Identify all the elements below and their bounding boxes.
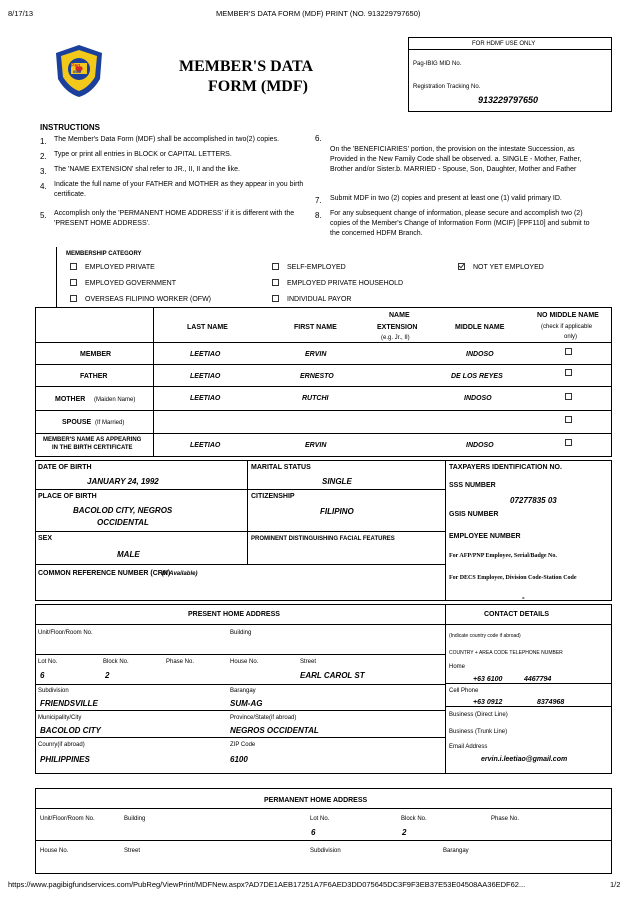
form-title-line1: MEMBER'S DATA [179,58,314,75]
hdmf-heading: FOR HDMF USE ONLY [472,41,536,47]
sex-label: SEX [38,535,53,542]
dash: - [522,593,525,602]
mother-last-name: LEETIAO [190,395,221,402]
footer-url[interactable]: https://www.pagibigfundservices.com/PubReg/ViewPrint/MDFNew.aspx?AD7DE1AEB17251A7F6AED3DD075645DC3F9F3EB37E53E04508AA36EDF62... [8,880,526,889]
employee-label: EMPLOYEE NUMBER [449,533,521,540]
present-country: PHILIPPINES [40,755,90,764]
father-last-name: LEETIAO [190,373,221,380]
row-member-label: MEMBER [80,351,112,358]
instruction-5: Accomplish only the 'PERMANENT HOME ADDRESS' if it is different with the 'PRESENT HOME ADDRESS'. [54,210,295,227]
col-last-name: LAST NAME [187,324,228,331]
row-father-label: FATHER [80,373,108,380]
rtn-label: Registration Tracking No. [413,84,481,90]
instruction-8: For any subsequent change of information, please secure and accomplish two (2) copies of the Member's Change of Information Form (MCIF) [FPF110] and submit to the concerned HDFM Branch. [330,210,590,237]
crn-label: COMMON REFERENCE NUMBER (CRN) [38,570,171,577]
birthcert-last-name: LEETIAO [190,442,221,449]
present-building-label: Building [230,630,252,636]
checkbox-birthcert-no-middle[interactable] [565,439,572,446]
features-label: PROMINENT DISTINGUISHING FACIAL FEATURES [251,536,395,542]
mid-label: Pag-IBIG MID No. [413,61,462,67]
dob-label: DATE OF BIRTH [38,464,92,471]
sex-value: MALE [117,550,140,559]
col-middle-name: MIDDLE NAME [455,324,505,331]
checkbox-ofw[interactable] [70,295,77,302]
present-province: NEGROS OCCIDENTAL [230,726,319,735]
col-name-ext: NAME [389,312,410,319]
print-date: 8/17/13 [8,9,34,18]
instructions-heading: INSTRUCTIONS [40,123,100,132]
father-first-name: ERNESTO [300,373,334,380]
present-block: 2 [105,671,110,680]
contact-details-heading: CONTACT DETAILS [484,611,550,618]
pagibig-logo: Pag IBIG [52,43,106,99]
home-number: 4467794 [524,676,552,683]
present-city: BACOLOD CITY [40,726,101,735]
row-mother-label: MOTHER [55,396,86,403]
pob-value-1: BACOLOD CITY, NEGROS [73,506,173,515]
present-address-heading: PRESENT HOME ADDRESS [188,611,280,618]
pob-label: PLACE OF BIRTH [38,493,97,500]
present-zip: 6100 [230,755,248,764]
email-value: ervin.i.leetiao@gmail.com [481,756,568,763]
page-number: 1/2 [610,880,621,889]
instruction-3: The 'NAME EXTENSION' shal refer to JR., II, II and the like. [54,166,240,173]
col-first-name: FIRST NAME [294,324,337,331]
present-lot: 6 [40,671,45,680]
marital-value: SINGLE [322,477,352,486]
permanent-address-heading: PERMANENT HOME ADDRESS [264,797,368,804]
instruction-4: Indicate the full name of your FATHER and MOTHER as they appear in you birth certificate. [54,181,304,198]
checkbox-spouse-no-middle[interactable] [565,416,572,423]
mother-middle-name: INDOSO [464,395,492,402]
citizenship-label: CITIZENSHIP [251,493,295,500]
checkbox-individual-payor[interactable] [272,295,279,302]
permanent-block: 2 [402,828,407,837]
sss-label: SSS NUMBER [449,482,496,489]
checkbox-not-yet-employed[interactable] [458,263,465,270]
pob-value-2: OCCIDENTAL [97,518,149,527]
checkbox-mother-no-middle[interactable] [565,393,572,400]
cell-number: 8374968 [537,699,565,706]
present-barangay: SUM-AG [230,699,263,708]
sss-value: 07277835 03 [510,496,557,505]
member-last-name: LEETIAO [190,351,221,358]
rtn-value: 913229797650 [478,95,539,105]
dob-value: JANUARY 24, 1992 [87,477,159,486]
citizenship-value: FILIPINO [320,507,354,516]
checkbox-employed-government[interactable] [70,279,77,286]
checkbox-father-no-middle[interactable] [565,369,572,376]
tin-label: TAXPAYERS IDENTIFICATION NO. [449,464,562,471]
print-title: MEMBER'S DATA FORM (MDF) PRINT (NO. 913229797650) [216,9,421,18]
checkbox-employed-private-household[interactable] [272,279,279,286]
instruction-2: Type or print all entries in BLOCK or CAPITAL LETTERS. [54,151,232,158]
gsis-label: GSIS NUMBER [449,511,499,518]
father-middle-name: DE LOS REYES [451,373,503,380]
present-street: EARL CAROL ST [300,671,365,680]
afp-label: For AFP/PNP Employee, Serial/Badge No. [449,553,557,559]
instruction-7: Submit MDF in two (2) copies and present at least one (1) valid primary ID. [330,195,562,202]
instruction-6: On the 'BENEFICIARIES' portion, the provision on the intestate Succession, as Provided in the New Family Code shall be observed. a. SINGLE - Mother, Father, Brother and/or Sister.b. MARRIED - Spouse, Son, Daughter, Mother and Father [330,146,582,173]
membership-heading: MEMBERSHIP CATEGORY [66,251,142,257]
instruction-1: The Member's Data Form (MDF) shall be accomplished in two(2) copies. [54,136,280,143]
checkbox-employed-private[interactable] [70,263,77,270]
marital-label: MARITAL STATUS [251,464,311,471]
present-subdivision: FRIENDSVILLE [40,699,98,708]
row-spouse-label: SPOUSE [62,419,92,426]
present-unit-label: Unit/Floor/Room No. [38,630,93,636]
birthcert-first-name: ERVIN [305,442,327,449]
present-address-block [35,604,612,774]
crn-sub: (If Available) [162,571,198,577]
col-no-middle-name: NO MIDDLE NAME [537,312,599,319]
home-area-code: +63 6100 [473,676,503,683]
form-title-line2: FORM (MDF) [208,78,308,95]
decs-label: For DECS Employee, Division Code-Station Code [449,575,577,581]
birthcert-middle-name: INDOSO [466,442,494,449]
permanent-lot: 6 [311,828,316,837]
member-first-name: ERVIN [305,351,327,358]
checkbox-self-employed[interactable] [272,263,279,270]
mother-first-name: RUTCHI [302,395,329,402]
row-birthcert-label: MEMBER'S NAME AS APPEARING [43,437,142,443]
cell-area-code: +63 0912 [473,699,503,706]
member-middle-name: INDOSO [466,351,494,358]
checkbox-member-no-middle[interactable] [565,348,572,355]
